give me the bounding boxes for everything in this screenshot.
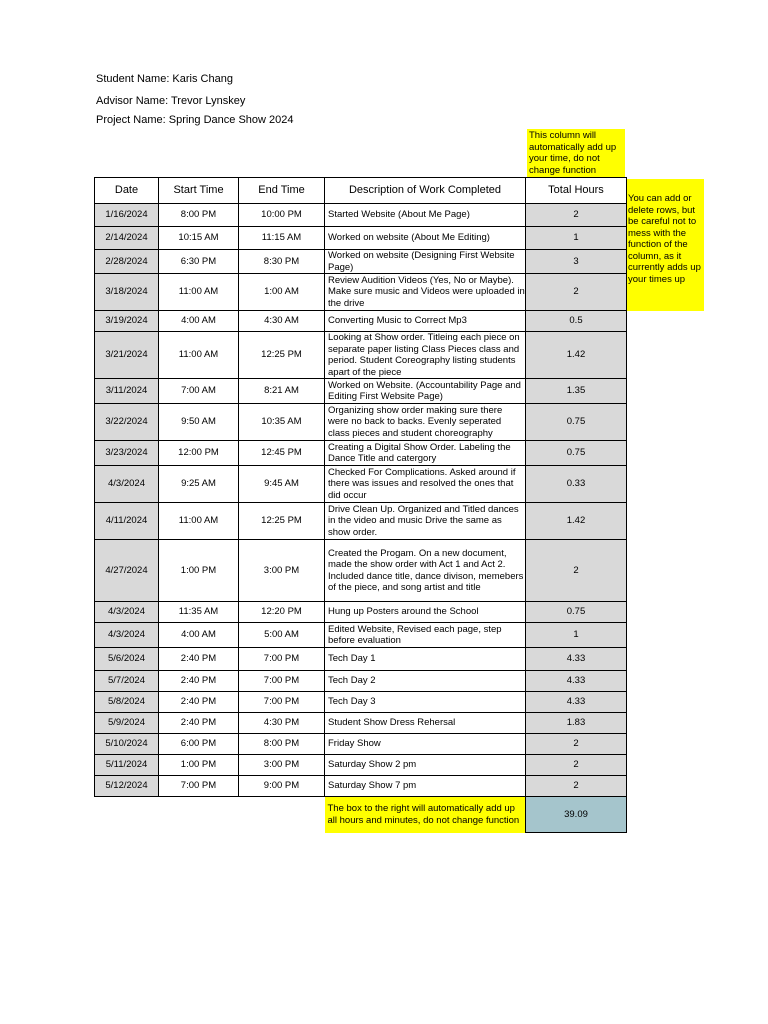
date-cell[interactable]: 2/28/2024 — [95, 250, 159, 274]
start-time-cell[interactable]: 9:50 AM — [159, 404, 239, 441]
total-hours-cell[interactable]: 2 — [526, 776, 627, 797]
start-time-cell[interactable]: 1:00 PM — [159, 540, 239, 602]
date-cell[interactable]: 5/11/2024 — [95, 755, 159, 776]
total-hours-cell[interactable]: 1.83 — [526, 713, 627, 734]
table-row — [95, 623, 627, 648]
table-row — [95, 311, 627, 332]
col-header-start-time: Start Time — [159, 178, 239, 204]
date-cell[interactable]: 3/19/2024 — [95, 311, 159, 332]
table-row — [95, 227, 627, 250]
description-cell[interactable]: Creating a Digital Show Order. Labeling the Dance Title and catergory — [325, 441, 526, 466]
end-time-cell[interactable]: 5:00 AM — [239, 623, 325, 648]
total-hours-cell[interactable]: 0.75 — [526, 602, 627, 623]
table-row — [95, 755, 627, 776]
total-hours-cell[interactable]: 3 — [526, 250, 627, 274]
start-time-cell[interactable]: 2:40 PM — [159, 671, 239, 692]
end-time-cell[interactable]: 11:15 AM — [239, 227, 325, 250]
note-total-column: This column will automatically add up your time, do not change function — [527, 129, 625, 177]
table-row — [95, 274, 627, 311]
start-time-cell[interactable]: 2:40 PM — [159, 648, 239, 671]
advisor-name: Advisor Name: Trevor Lynskey — [96, 95, 246, 107]
date-cell[interactable]: 2/14/2024 — [95, 227, 159, 250]
note-total-box: The box to the right will automatically add up all hours and minutes, do not change function — [325, 797, 526, 833]
total-hours-cell[interactable]: 1.42 — [526, 503, 627, 540]
end-time-cell[interactable]: 9:45 AM — [239, 466, 325, 503]
date-cell[interactable]: 3/21/2024 — [95, 332, 159, 379]
date-cell[interactable]: 3/23/2024 — [95, 441, 159, 466]
date-cell[interactable]: 4/3/2024 — [95, 466, 159, 503]
end-time-cell[interactable]: 4:30 AM — [239, 311, 325, 332]
date-cell[interactable]: 4/3/2024 — [95, 623, 159, 648]
date-cell[interactable]: 4/27/2024 — [95, 540, 159, 602]
total-hours-cell[interactable]: 0.33 — [526, 466, 627, 503]
start-time-cell[interactable]: 6:00 PM — [159, 734, 239, 755]
date-cell[interactable]: 5/7/2024 — [95, 671, 159, 692]
description-cell[interactable]: Created the Progam. On a new document, made the show order with Act 1 and Act 2. Included dance title, dance divison, memebers of the piece, and song artist and title — [325, 540, 526, 602]
total-hours-cell[interactable]: 4.33 — [526, 692, 627, 713]
description-cell[interactable]: Review Audition Videos (Yes, No or Maybe). Make sure music and Videos were uploaded in the drive — [325, 274, 526, 311]
start-time-cell[interactable]: 1:00 PM — [159, 755, 239, 776]
description-cell[interactable]: Started Website (About Me Page) — [325, 204, 526, 227]
total-hours-cell[interactable]: 2 — [526, 755, 627, 776]
end-time-cell[interactable]: 1:00 AM — [239, 274, 325, 311]
date-cell[interactable]: 3/18/2024 — [95, 274, 159, 311]
end-time-cell[interactable]: 8:30 PM — [239, 250, 325, 274]
table-row — [95, 602, 627, 623]
description-cell[interactable]: Worked on website (Designing First Website Page) — [325, 250, 526, 274]
description-cell[interactable]: Saturday Show 2 pm — [325, 755, 526, 776]
work-log-table — [94, 177, 627, 833]
table-row — [95, 540, 627, 602]
col-header-description: Description of Work Completed — [325, 178, 526, 204]
date-cell[interactable]: 5/9/2024 — [95, 713, 159, 734]
start-time-cell[interactable]: 6:30 PM — [159, 250, 239, 274]
description-cell[interactable]: Looking at Show order. Titleing each piece on separate paper listing Class Pieces class and period. Student Coreography listing students apart of the piece — [325, 332, 526, 379]
end-time-cell[interactable]: 12:25 PM — [239, 503, 325, 540]
table-row — [95, 204, 627, 227]
date-cell[interactable]: 5/8/2024 — [95, 692, 159, 713]
total-hours-sum[interactable]: 39.09 — [526, 797, 627, 833]
table-row — [95, 441, 627, 466]
description-cell[interactable]: Tech Day 1 — [325, 648, 526, 671]
description-cell[interactable]: Tech Day 2 — [325, 671, 526, 692]
start-time-cell[interactable]: 7:00 AM — [159, 379, 239, 404]
note-rows: You can add or delete rows, but be careful not to mess with the function of the column, as it currently adds up your times up — [626, 179, 704, 311]
start-time-cell[interactable]: 10:15 AM — [159, 227, 239, 250]
end-time-cell[interactable]: 3:00 PM — [239, 755, 325, 776]
end-time-cell[interactable]: 8:00 PM — [239, 734, 325, 755]
table-row — [95, 466, 627, 503]
total-hours-cell[interactable]: 1.35 — [526, 379, 627, 404]
start-time-cell[interactable]: 4:00 AM — [159, 623, 239, 648]
description-cell[interactable]: Organizing show order making sure there were no back to backs. Evenly seperated class pieces and student choreography — [325, 404, 526, 441]
col-header-end-time: End Time — [239, 178, 325, 204]
date-cell[interactable]: 4/11/2024 — [95, 503, 159, 540]
start-time-cell[interactable]: 2:40 PM — [159, 713, 239, 734]
student-name: Student Name: Karis Chang — [96, 73, 233, 85]
end-time-cell[interactable]: 3:00 PM — [239, 540, 325, 602]
date-cell[interactable]: 5/12/2024 — [95, 776, 159, 797]
table-row — [95, 692, 627, 713]
date-cell[interactable]: 5/10/2024 — [95, 734, 159, 755]
table-row — [95, 404, 627, 441]
date-cell[interactable]: 3/11/2024 — [95, 379, 159, 404]
end-time-cell[interactable]: 12:20 PM — [239, 602, 325, 623]
description-cell[interactable]: Hung up Posters around the School — [325, 602, 526, 623]
total-hours-cell[interactable]: 0.75 — [526, 441, 627, 466]
start-time-cell[interactable]: 11:00 AM — [159, 274, 239, 311]
start-time-cell[interactable]: 9:25 AM — [159, 466, 239, 503]
description-cell[interactable]: Drive Clean Up. Organized and Titled dances in the video and music Drive the same as show order. — [325, 503, 526, 540]
end-time-cell[interactable]: 10:35 AM — [239, 404, 325, 441]
description-cell[interactable]: Saturday Show 7 pm — [325, 776, 526, 797]
total-hours-cell[interactable]: 1.42 — [526, 332, 627, 379]
total-hours-cell[interactable]: 2 — [526, 274, 627, 311]
description-cell[interactable]: Friday Show — [325, 734, 526, 755]
table-header-row — [95, 178, 627, 204]
total-row — [95, 797, 627, 833]
end-time-cell[interactable]: 12:45 PM — [239, 441, 325, 466]
start-time-cell[interactable]: 8:00 PM — [159, 204, 239, 227]
description-cell[interactable]: Tech Day 3 — [325, 692, 526, 713]
start-time-cell[interactable]: 11:00 AM — [159, 503, 239, 540]
start-time-cell[interactable]: 2:40 PM — [159, 692, 239, 713]
start-time-cell[interactable]: 11:00 AM — [159, 332, 239, 379]
description-cell[interactable]: Worked on Website. (Accountability Page and Editing First Website Page) — [325, 379, 526, 404]
total-hours-cell[interactable]: 2 — [526, 734, 627, 755]
project-name: Project Name: Spring Dance Show 2024 — [96, 114, 294, 126]
table-row — [95, 671, 627, 692]
end-time-cell[interactable]: 7:00 PM — [239, 671, 325, 692]
col-header-total-hours: Total Hours — [526, 178, 627, 204]
end-time-cell[interactable]: 7:00 PM — [239, 692, 325, 713]
start-time-cell[interactable]: 11:35 AM — [159, 602, 239, 623]
total-hours-cell[interactable]: 2 — [526, 540, 627, 602]
end-time-cell[interactable]: 8:21 AM — [239, 379, 325, 404]
date-cell[interactable]: 1/16/2024 — [95, 204, 159, 227]
date-cell[interactable]: 3/22/2024 — [95, 404, 159, 441]
description-cell[interactable]: Checked For Complications. Asked around if there was issues and resolved the ones that did occur — [325, 466, 526, 503]
description-cell[interactable]: Converting Music to Correct Mp3 — [325, 311, 526, 332]
end-time-cell[interactable]: 7:00 PM — [239, 648, 325, 671]
description-cell[interactable]: Worked on website (About Me Editing) — [325, 227, 526, 250]
table-row — [95, 648, 627, 671]
total-hours-cell[interactable]: 4.33 — [526, 648, 627, 671]
total-hours-cell[interactable]: 0.5 — [526, 311, 627, 332]
col-header-date: Date — [95, 178, 159, 204]
total-hours-cell[interactable]: 1 — [526, 623, 627, 648]
date-cell[interactable]: 5/6/2024 — [95, 648, 159, 671]
total-hours-cell[interactable]: 2 — [526, 204, 627, 227]
table-row — [95, 332, 627, 379]
table-row — [95, 776, 627, 797]
total-hours-cell[interactable]: 1 — [526, 227, 627, 250]
description-cell[interactable]: Edited Website, Revised each page, step before evaluation — [325, 623, 526, 648]
end-time-cell[interactable]: 10:00 PM — [239, 204, 325, 227]
table-row — [95, 734, 627, 755]
start-time-cell[interactable]: 7:00 PM — [159, 776, 239, 797]
end-time-cell[interactable]: 4:30 PM — [239, 713, 325, 734]
start-time-cell[interactable]: 12:00 PM — [159, 441, 239, 466]
total-hours-cell[interactable]: 4.33 — [526, 671, 627, 692]
table-row — [95, 503, 627, 540]
end-time-cell[interactable]: 12:25 PM — [239, 332, 325, 379]
end-time-cell[interactable]: 9:00 PM — [239, 776, 325, 797]
table-row — [95, 379, 627, 404]
date-cell[interactable]: 4/3/2024 — [95, 602, 159, 623]
description-cell[interactable]: Student Show Dress Rehersal — [325, 713, 526, 734]
total-hours-cell[interactable]: 0.75 — [526, 404, 627, 441]
table-row — [95, 713, 627, 734]
start-time-cell[interactable]: 4:00 AM — [159, 311, 239, 332]
table-row — [95, 250, 627, 274]
